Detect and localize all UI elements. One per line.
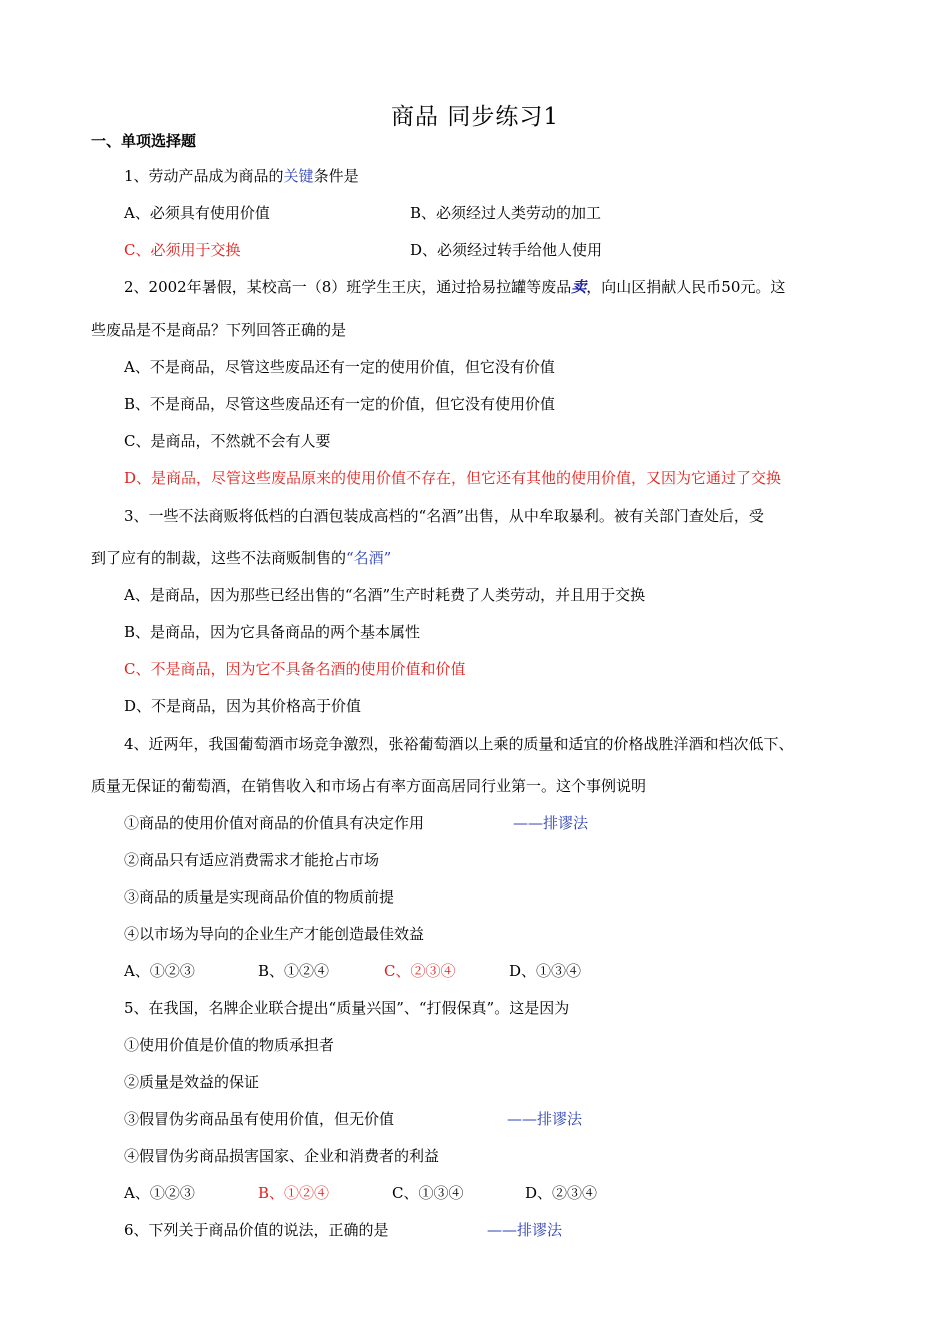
- q5-statement-3-note: ——排谬法: [507, 1110, 583, 1128]
- q3-stem-line2: 到了应有的制裁，这些不法商贩制售的“名酒”: [91, 549, 392, 567]
- q5-statement-3: ③假冒伪劣商品虽有使用价值，但无价值: [124, 1110, 395, 1128]
- q1-keyword: 关键: [283, 167, 314, 185]
- q4-stem-line1: 4、近两年，我国葡萄酒市场竞争激烈，张裕葡萄酒以上乘的质量和适宜的价格战胜洋酒和档次低下、: [124, 735, 794, 753]
- q1-option-a: A、必须具有使用价值: [124, 204, 270, 222]
- q4-option-d: D、①③④: [509, 962, 582, 980]
- q4-statement-1: ①商品的使用价值对商品的价值具有决定作用: [124, 814, 425, 832]
- q3-stem-line1: 3、一些不法商贩将低档的白酒包装成高档的“名酒”出售，从中牟取暴利。被有关部门查处后，受: [124, 507, 764, 525]
- q6-stem-note: ——排谬法: [487, 1221, 563, 1239]
- q5-stem: 5、在我国，名牌企业联合提出“质量兴国”、“打假保真”。这是因为: [124, 999, 570, 1017]
- q4-option-c-answer: C、②③④: [384, 962, 456, 980]
- q2-option-d-answer: D、是商品，尽管这些废品原来的使用价值不存在，但它还有其他的使用价值，又因为它通过了交换: [124, 469, 782, 487]
- q2-option-c: C、是商品，不然就不会有人要: [124, 432, 331, 450]
- q4-statement-4: ④以市场为导向的企业生产才能创造最佳效益: [124, 925, 425, 943]
- q3-keyword: “名酒”: [346, 549, 392, 567]
- q5-option-b-answer: B、①②④: [258, 1184, 330, 1202]
- q3-option-c-answer: C、不是商品，因为它不具备名酒的使用价值和价值: [124, 660, 466, 678]
- q5-option-d: D、②③④: [525, 1184, 598, 1202]
- q5-statement-1: ①使用价值是价值的物质承担者: [124, 1036, 335, 1054]
- q4-statement-2: ②商品只有适应消费需求才能抢占市场: [124, 851, 380, 869]
- q2-stem-line1: 2、2002年暑假，某校高一（8）班学生王庆，通过拾易拉罐等废品卖，向山区捐献人民币50元。这: [124, 278, 786, 296]
- q3-option-d: D、不是商品，因为其价格高于价值: [124, 697, 362, 715]
- q2-keyword: 卖: [571, 278, 587, 296]
- page-title: 商品 同步练习1: [391, 104, 559, 130]
- q1-option-b: B、必须经过人类劳动的加工: [410, 204, 602, 222]
- q2-option-a: A、不是商品，尽管这些废品还有一定的使用价值，但它没有价值: [124, 358, 555, 376]
- q4-stem-line2: 质量无保证的葡萄酒，在销售收入和市场占有率方面高居同行业第一。这个事例说明: [91, 777, 647, 795]
- q5-statement-4: ④假冒伪劣商品损害国家、企业和消费者的利益: [124, 1147, 440, 1165]
- q4-option-b: B、①②④: [258, 962, 330, 980]
- q4-statement-1-note: ——排谬法: [513, 814, 589, 832]
- q3-option-a: A、是商品，因为那些已经出售的“名酒”生产时耗费了人类劳动，并且用于交换: [124, 586, 646, 604]
- q5-option-c: C、①③④: [392, 1184, 464, 1202]
- q2-option-b: B、不是商品，尽管这些废品还有一定的价值，但它没有使用价值: [124, 395, 556, 413]
- q1-option-d: D、必须经过转手给他人使用: [410, 241, 603, 259]
- q4-option-a: A、①②③: [124, 962, 195, 980]
- q6-stem: 6、下列关于商品价值的说法，正确的是: [124, 1221, 389, 1239]
- q2-stem-line2: 些废品是不是商品？下列回答正确的是: [91, 321, 347, 339]
- q3-option-b: B、是商品，因为它具备商品的两个基本属性: [124, 623, 421, 641]
- q1-stem: 1、劳动产品成为商品的关键条件是: [124, 167, 359, 185]
- q5-option-a: A、①②③: [124, 1184, 195, 1202]
- section-heading: 一、单项选择题: [91, 132, 197, 150]
- q1-option-c-answer: C、必须用于交换: [124, 241, 241, 259]
- q4-statement-3: ③商品的质量是实现商品价值的物质前提: [124, 888, 395, 906]
- q5-statement-2: ②质量是效益的保证: [124, 1073, 260, 1091]
